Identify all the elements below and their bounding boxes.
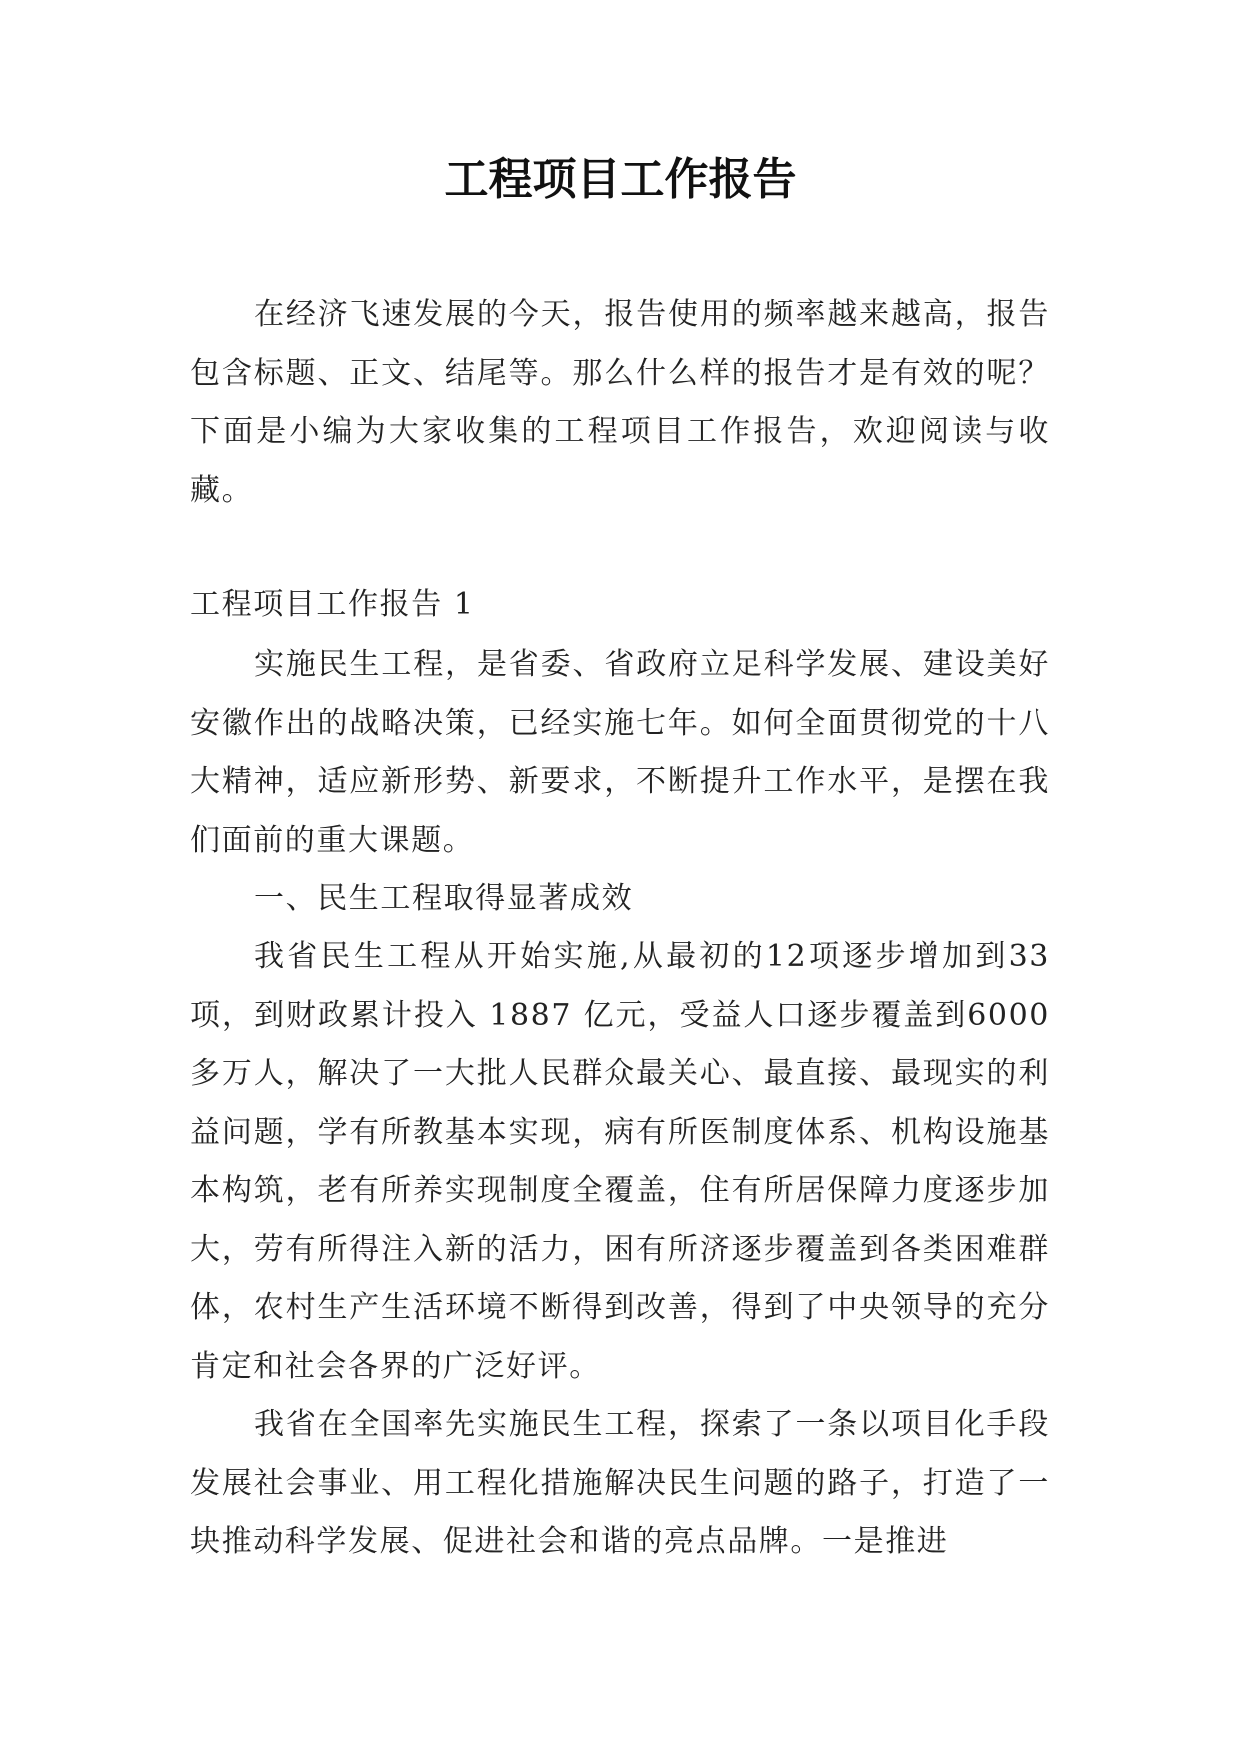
body-paragraph-1: 实施民生工程，是省委、省政府立足科学发展、建设美好安徽作出的战略决策，已经实施七年。如何全面贯彻党的十八大精神，适应新形势、新要求，不断提升工作水平，是摆在我们面前的重大课题。 xyxy=(190,647,1050,858)
document-title: 工程项目工作报告 xyxy=(444,154,797,205)
body-paragraph-2: 我省民生工程从开始实施,从最初的12项逐步增加到33项，到财政累计投入 1887 亿元，受益人口逐步覆盖到6000多万人，解决了一大批人民群众最关心、最直接、最现实的利益问题，学有所教基本实现，病有所医制度体系、机构设施基本构筑，老有所养实现制度全覆盖，住有所居保障力度逐步加大，劳有所得注入新的活力，困有所济逐步覆盖到各类困难群体，农村生产生活环境不断得到改善，得到了中央领导的充分肯定和社会各界的广泛好评。 xyxy=(190,939,1050,1384)
body-paragraph-3: 我省在全国率先实施民生工程，探索了一条以项目化手段发展社会事业、用工程化措施解决民生问题的路子，打造了一块推动科学发展、促进社会和谐的亮点品牌。一是推进 xyxy=(190,1407,1050,1559)
section-title: 工程项目工作报告 1 xyxy=(190,587,475,622)
intro-paragraph: 在经济飞速发展的今天，报告使用的频率越来越高，报告包含标题、正文、结尾等。那么什么样的报告才是有效的呢？下面是小编为大家收集的工程项目工作报告，欢迎阅读与收藏。 xyxy=(190,297,1050,508)
section-heading-1: 一、民生工程取得显著成效 xyxy=(254,881,634,916)
